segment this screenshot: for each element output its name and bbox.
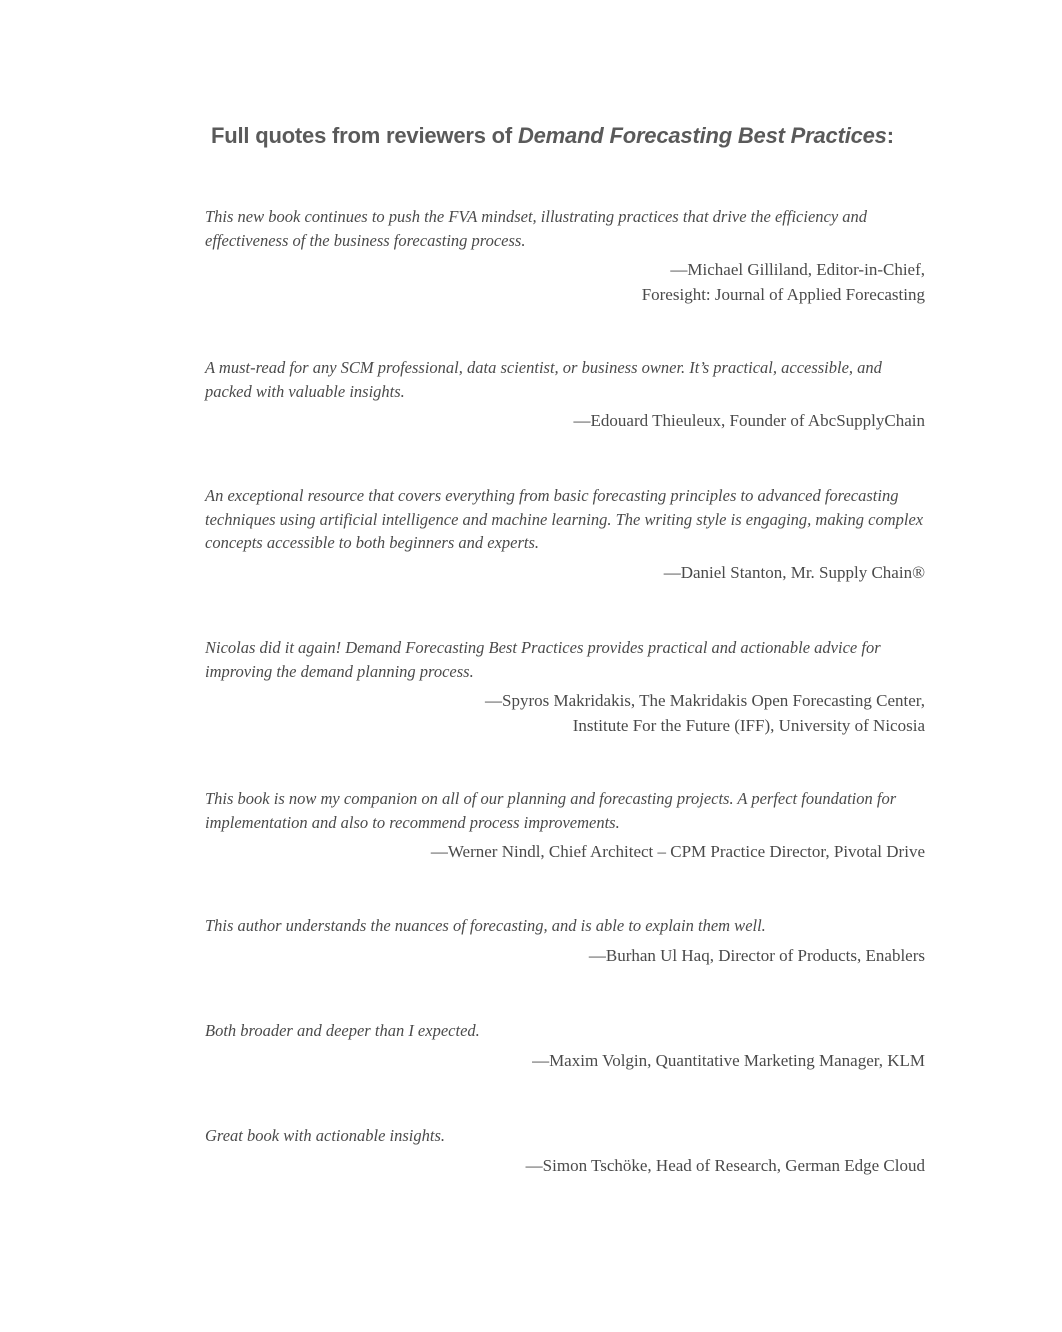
quote-text: Both broader and deeper than I expected. — [205, 1021, 480, 1040]
review-quote-5 — [205, 787, 925, 864]
quote-attribution — [205, 1153, 925, 1178]
review-quote-2 — [205, 356, 925, 433]
heading-suffix: : — [886, 123, 894, 148]
review-quote-8 — [205, 1124, 925, 1178]
quote-text: An exceptional resource that covers everything from basic forecasting principles to advanced forecasting techniques using artificial intelligence and machine learning. The writing style is engaging, making complex concepts accessible to both beginners and experts. — [205, 486, 924, 552]
quote-attribution — [205, 408, 925, 433]
heading-book-title: Demand Forecasting Best Practices — [517, 123, 887, 148]
quote-text: This author understands the nuances of forecasting, and is able to explain them well. — [205, 916, 766, 935]
attribution-line: —Michael Gilliland, Editor-in-Chief, — [670, 260, 925, 279]
heading-prefix: Full quotes from reviewers of — [211, 123, 518, 148]
quote-text: This book is now my companion on all of our planning and forecasting projects. A perfect foundation for implementation and also to recommend process improvements. — [205, 789, 897, 832]
quote-attribution — [205, 1048, 925, 1073]
quote-text: Nicolas did it again! Demand Forecasting Best Practices provides practical and actionable advice for improving the demand planning process. — [205, 638, 881, 681]
attribution-line: —Maxim Volgin, Quantitative Marketing Manager, KLM — [532, 1050, 925, 1070]
attribution-line: —Edouard Thieuleux, Founder of AbcSupplyChain — [573, 411, 925, 430]
quote-attribution — [205, 943, 925, 968]
review-quote-1 — [205, 205, 925, 307]
review-quote-4 — [205, 636, 925, 738]
review-quote-7 — [205, 1019, 925, 1073]
attribution-line: —Burhan Ul Haq, Director of Products, Enablers — [588, 945, 925, 965]
attribution-line: —Simon Tschöke, Head of Research, German Edge Cloud — [525, 1155, 925, 1175]
review-quote-3 — [205, 484, 925, 585]
attribution-line: Institute For the Future (IFF), University of Nicosia — [572, 716, 925, 735]
quote-text: Great book with actionable insights. — [205, 1126, 445, 1145]
page-heading — [211, 121, 971, 151]
quote-attribution — [205, 688, 925, 738]
attribution-line: —Werner Nindl, Chief Architect – CPM Practice Director, Pivotal Drive — [430, 842, 925, 861]
quote-attribution — [205, 839, 925, 864]
attribution-line: Foresight: Journal of Applied Forecasting — [641, 285, 925, 304]
quote-text: A must-read for any SCM professional, data scientist, or business owner. It’s practical, accessible, and packed with valuable insights. — [205, 358, 882, 401]
quote-attribution — [205, 560, 925, 585]
quote-text: This new book continues to push the FVA mindset, illustrating practices that drive the efficiency and effectiveness of the business forecasting process. — [205, 207, 868, 250]
review-quote-6 — [205, 914, 925, 968]
quote-attribution — [205, 257, 925, 307]
attribution-line: —Daniel Stanton, Mr. Supply Chain® — [663, 562, 925, 582]
attribution-line: —Spyros Makridakis, The Makridakis Open Forecasting Center, — [485, 691, 925, 710]
